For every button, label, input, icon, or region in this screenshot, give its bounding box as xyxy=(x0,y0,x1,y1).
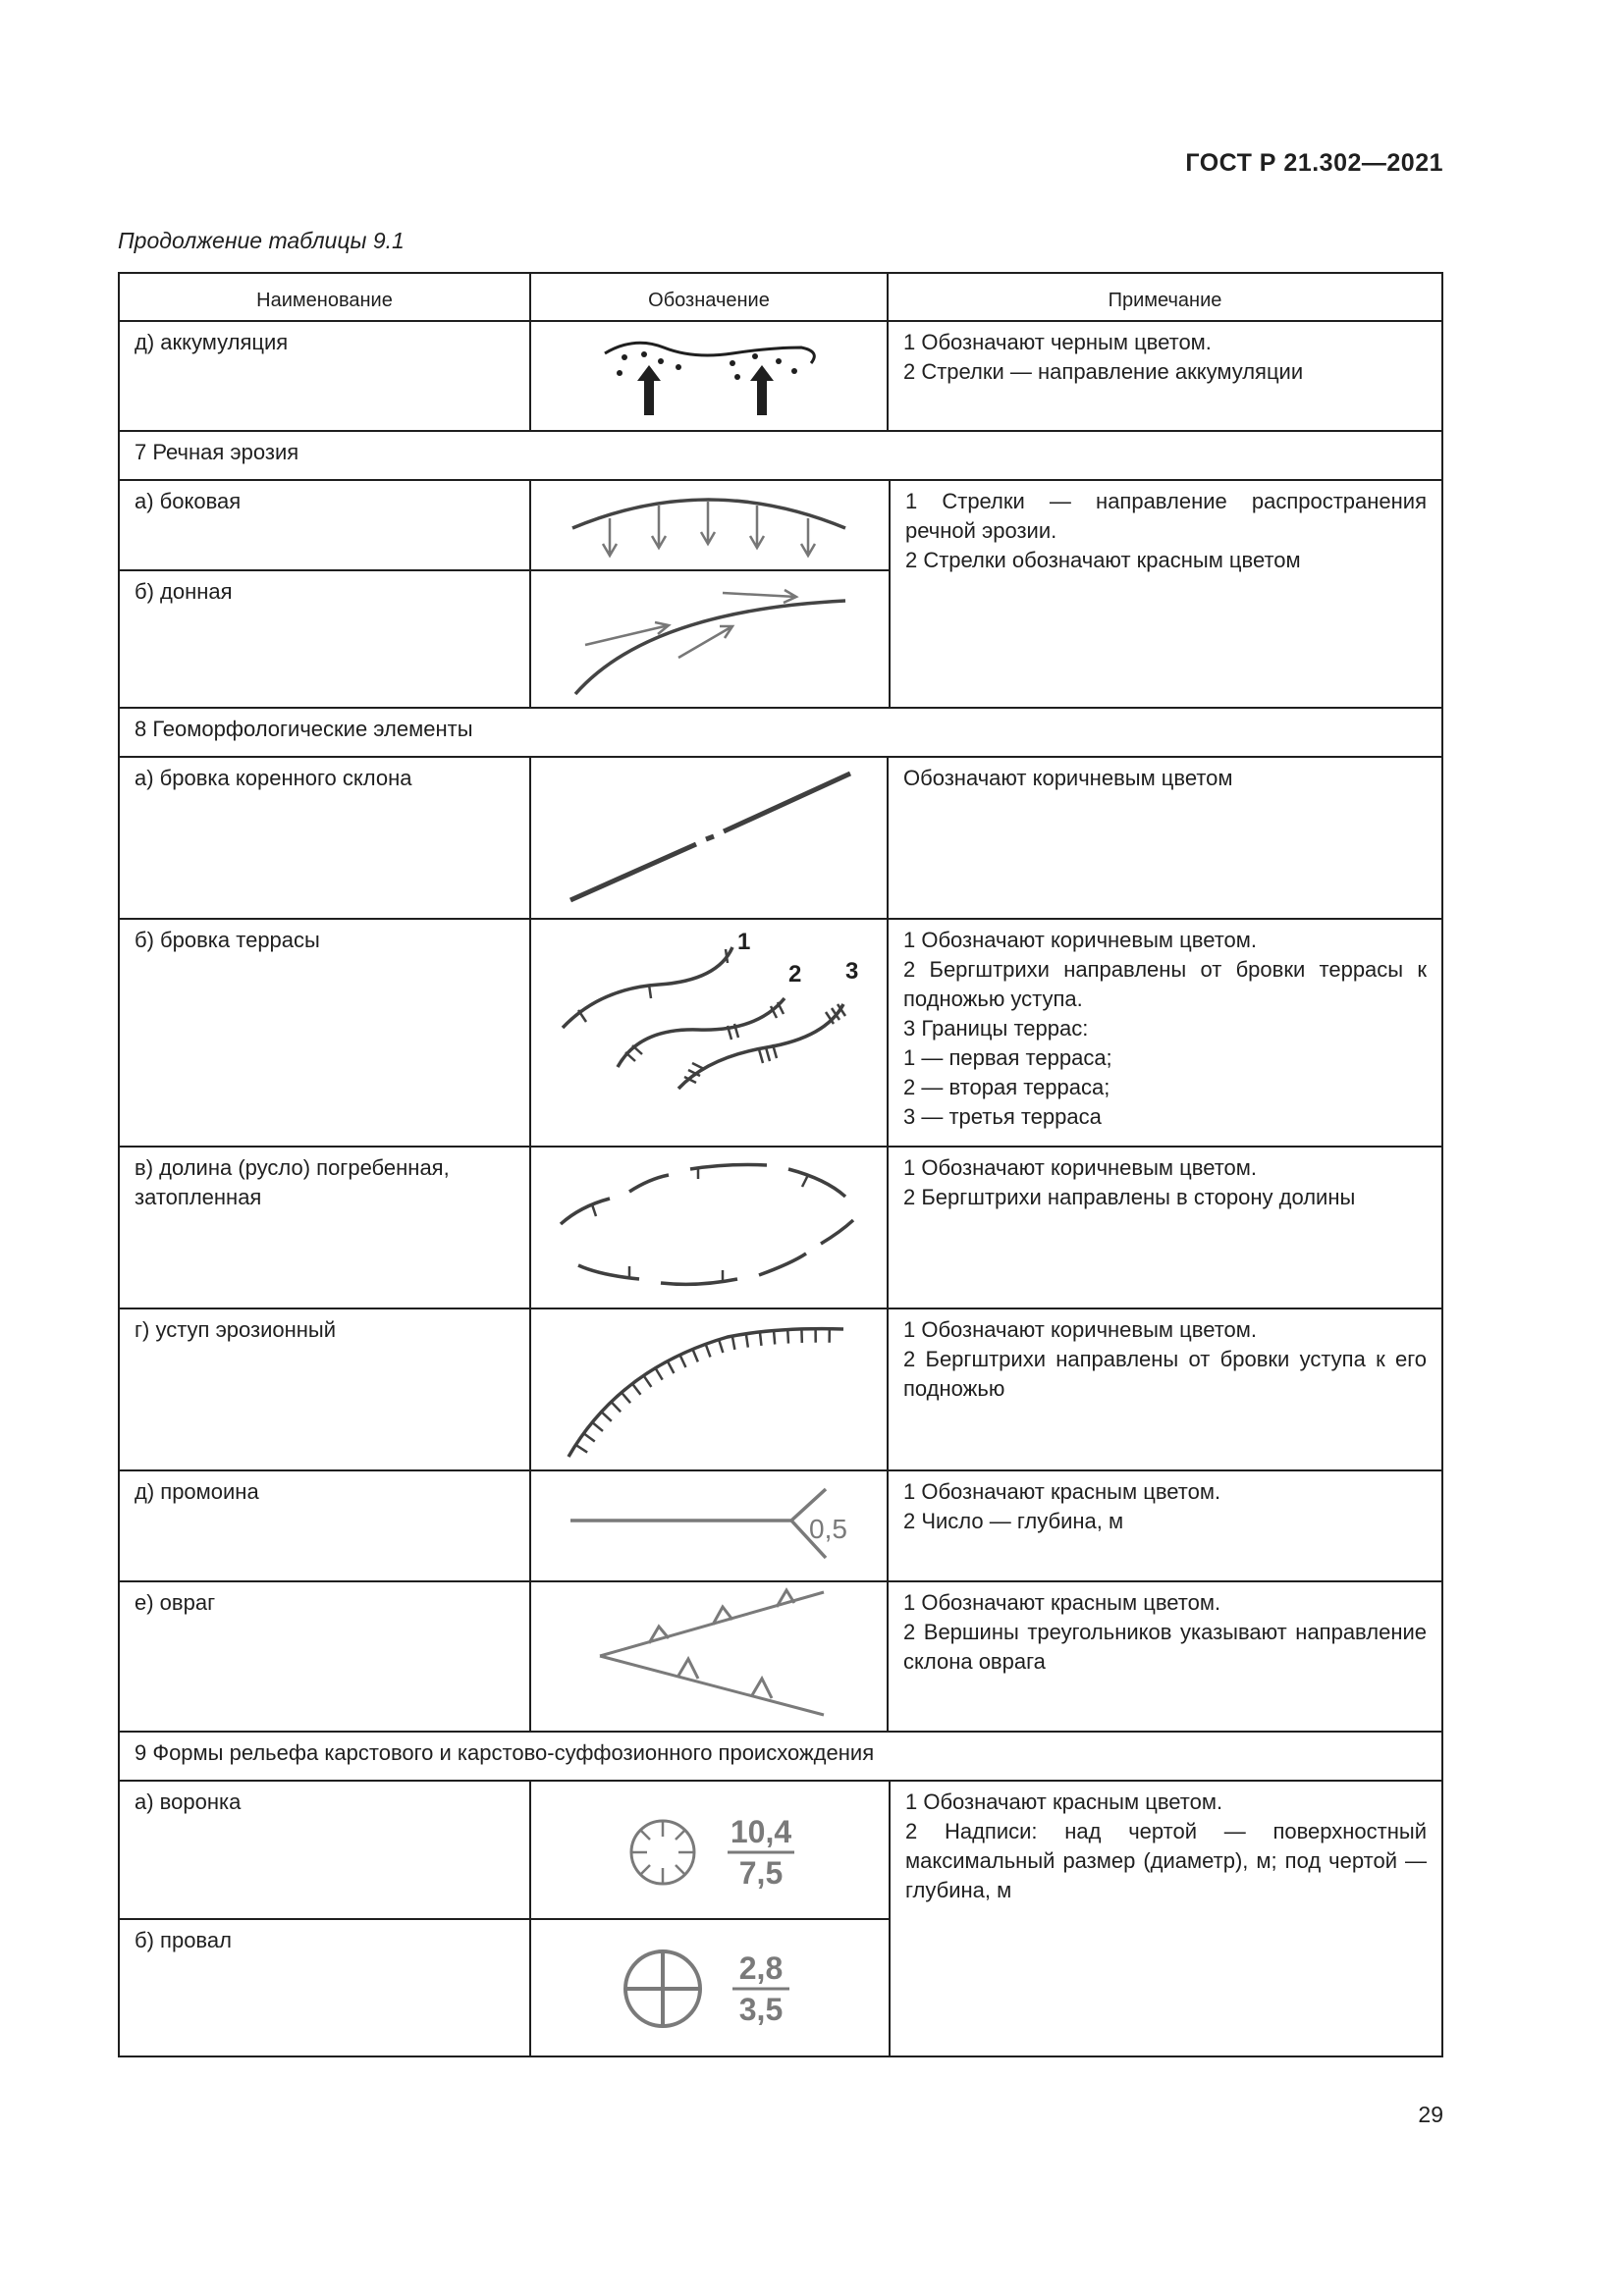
sinkhole-depth-label: 3,5 xyxy=(738,1992,784,2027)
row-note xyxy=(889,1582,1441,1731)
row-note xyxy=(889,920,1441,1146)
scarp-hachure xyxy=(706,1344,711,1357)
note-line: 2 Стрелки обозначают красным цветом xyxy=(905,548,1301,572)
page-number: 29 xyxy=(1418,2102,1443,2127)
note-line: 1 Обозначают черным цветом. xyxy=(903,330,1212,354)
row-name: б) провал xyxy=(120,1920,531,2056)
scarp-hachure xyxy=(575,1445,587,1453)
note-line: 3 — третья терраса xyxy=(903,1104,1102,1129)
scarp-hachure xyxy=(632,1384,640,1395)
section-row-8 xyxy=(120,707,1441,756)
table-header-row xyxy=(120,274,1441,320)
scarp-ticks xyxy=(575,1329,829,1453)
symbol-erosion-scarp xyxy=(531,1309,889,1469)
sinkhole-size-label: 2,8 xyxy=(738,1950,784,1986)
symbol-lateral-erosion xyxy=(531,481,889,569)
note-line: 1 Обозначают коричневым цветом. xyxy=(903,1317,1258,1342)
terrace-label-1: 1 xyxy=(737,929,751,955)
table-row-accumulation xyxy=(120,320,1441,430)
funnel-depth-label: 7,5 xyxy=(738,1855,784,1891)
scarp-hachure xyxy=(760,1332,762,1346)
note-line: 2 Надписи: над чертой — поверхностный максимальный размер (диаметр), м; под чертой — глубина, м xyxy=(905,1819,1427,1902)
symbol-funnel xyxy=(531,1782,889,1918)
table-group-river-erosion xyxy=(120,479,1441,707)
section-row-7 xyxy=(120,430,1441,479)
row-name: а) воронка xyxy=(120,1782,531,1918)
scarp-hachure xyxy=(655,1368,662,1380)
table-row-washout xyxy=(120,1469,1441,1580)
table-row-buried-valley xyxy=(120,1146,1441,1308)
section-title: 7 Речная эрозия xyxy=(135,440,299,464)
symbol-bedrock-edge xyxy=(531,758,889,918)
symbol-accumulation xyxy=(531,322,889,430)
table-row-bedrock-edge xyxy=(120,756,1441,918)
section-title: 9 Формы рельефа карстового и карстово-суффозионного происхождения xyxy=(135,1740,875,1765)
note-line: 2 — вторая терраса; xyxy=(903,1075,1110,1099)
section-row-9 xyxy=(120,1731,1441,1780)
table-row-bottom xyxy=(120,569,889,707)
terrace-label-2: 2 xyxy=(788,961,802,988)
row-note xyxy=(889,1148,1441,1308)
scarp-hachure xyxy=(592,1422,603,1431)
row-name: г) уступ эрозионный xyxy=(120,1309,531,1469)
legend-table xyxy=(118,272,1443,2057)
symbol-terrace-edge xyxy=(531,920,889,1146)
row-name: а) бровка коренного склона xyxy=(120,758,531,918)
column-header-name: Наименование xyxy=(120,274,531,320)
table-continuation-title: Продолжение таблицы 9.1 xyxy=(118,228,405,253)
row-name: б) бровка террасы xyxy=(120,920,531,1146)
row-name: в) долина (русло) погребенная, затопленная xyxy=(120,1148,531,1308)
scarp-hachure xyxy=(774,1331,775,1345)
symbol-buried-valley xyxy=(531,1148,889,1308)
note-line: 2 Бергштрихи направлены от бровки террасы к подножью уступа. xyxy=(903,957,1427,1011)
scarp-hachure xyxy=(602,1412,612,1421)
symbol-washout xyxy=(531,1471,889,1580)
table-row-lateral xyxy=(120,479,889,569)
note-line: 1 Обозначают красным цветом. xyxy=(903,1479,1221,1504)
table-row-terrace-edge xyxy=(120,918,1441,1146)
note-line: Обозначают коричневым цветом xyxy=(903,766,1233,790)
row-note xyxy=(889,1780,1441,2056)
note-line: 2 Бергштрихи направлены в сторону долины xyxy=(903,1185,1356,1209)
terrace-label-3: 3 xyxy=(845,958,859,985)
note-line: 1 Обозначают коричневым цветом. xyxy=(903,1155,1258,1180)
row-note xyxy=(889,322,1441,430)
washout-depth-label: 0,5 xyxy=(809,1514,847,1544)
document-code: ГОСТ Р 21.302—2021 xyxy=(1185,149,1443,177)
row-note xyxy=(889,479,1441,707)
table-row-sinkhole xyxy=(120,1918,889,2056)
scarp-hachure xyxy=(787,1330,788,1344)
scarp-hachure xyxy=(583,1433,594,1441)
note-line: 2 Стрелки — направление аккумуляции xyxy=(903,359,1304,384)
scarp-hachure xyxy=(622,1393,630,1404)
row-name: а) боковая xyxy=(120,481,531,569)
row-name: д) промоина xyxy=(120,1471,531,1580)
table-row-funnel xyxy=(120,1780,889,1918)
row-name: д) аккумуляция xyxy=(120,322,531,430)
scarp-hachure xyxy=(719,1340,723,1353)
note-line: 1 Обозначают красным цветом. xyxy=(905,1789,1223,1814)
note-line: 2 Бергштрихи направлены от бровки уступа к его подножью xyxy=(903,1347,1427,1401)
scarp-hachure xyxy=(746,1334,748,1348)
scarp-hachure xyxy=(732,1336,735,1350)
scarp-hachure xyxy=(679,1355,685,1367)
symbol-ravine xyxy=(531,1582,889,1731)
scarp-hachure xyxy=(668,1362,675,1373)
scarp-hachure xyxy=(644,1375,652,1387)
row-note xyxy=(889,758,1441,918)
row-note xyxy=(889,1309,1441,1469)
section-title: 8 Геоморфологические элементы xyxy=(135,717,473,741)
symbol-sinkhole xyxy=(531,1920,889,2056)
column-header-note: Примечание xyxy=(1108,290,1222,311)
row-name: б) донная xyxy=(120,571,531,707)
note-line: 1 Обозначают красным цветом. xyxy=(903,1590,1221,1615)
note-line: 1 Обозначают коричневым цветом. xyxy=(903,928,1258,952)
funnel-size-label: 10,4 xyxy=(730,1814,792,1849)
note-line: 3 Границы террас: xyxy=(903,1016,1089,1041)
column-header-symbol: Обозначение xyxy=(531,274,889,320)
row-name: е) овраг xyxy=(120,1582,531,1731)
note-line: 1 Стрелки — направление распространения речной эрозии. xyxy=(905,489,1427,543)
scarp-hachure xyxy=(692,1349,697,1362)
table-row-ravine xyxy=(120,1580,1441,1731)
note-line: 2 Число — глубина, м xyxy=(903,1509,1124,1533)
table-group-karst xyxy=(120,1780,1441,2056)
row-note xyxy=(889,1471,1441,1580)
table-row-erosion-scarp xyxy=(120,1308,1441,1469)
scarp-hachure xyxy=(611,1402,621,1412)
note-line: 1 — первая терраса; xyxy=(903,1045,1112,1070)
symbol-bottom-erosion xyxy=(531,571,889,707)
note-line: 2 Вершины треугольников указывают направление склона оврага xyxy=(903,1620,1427,1674)
